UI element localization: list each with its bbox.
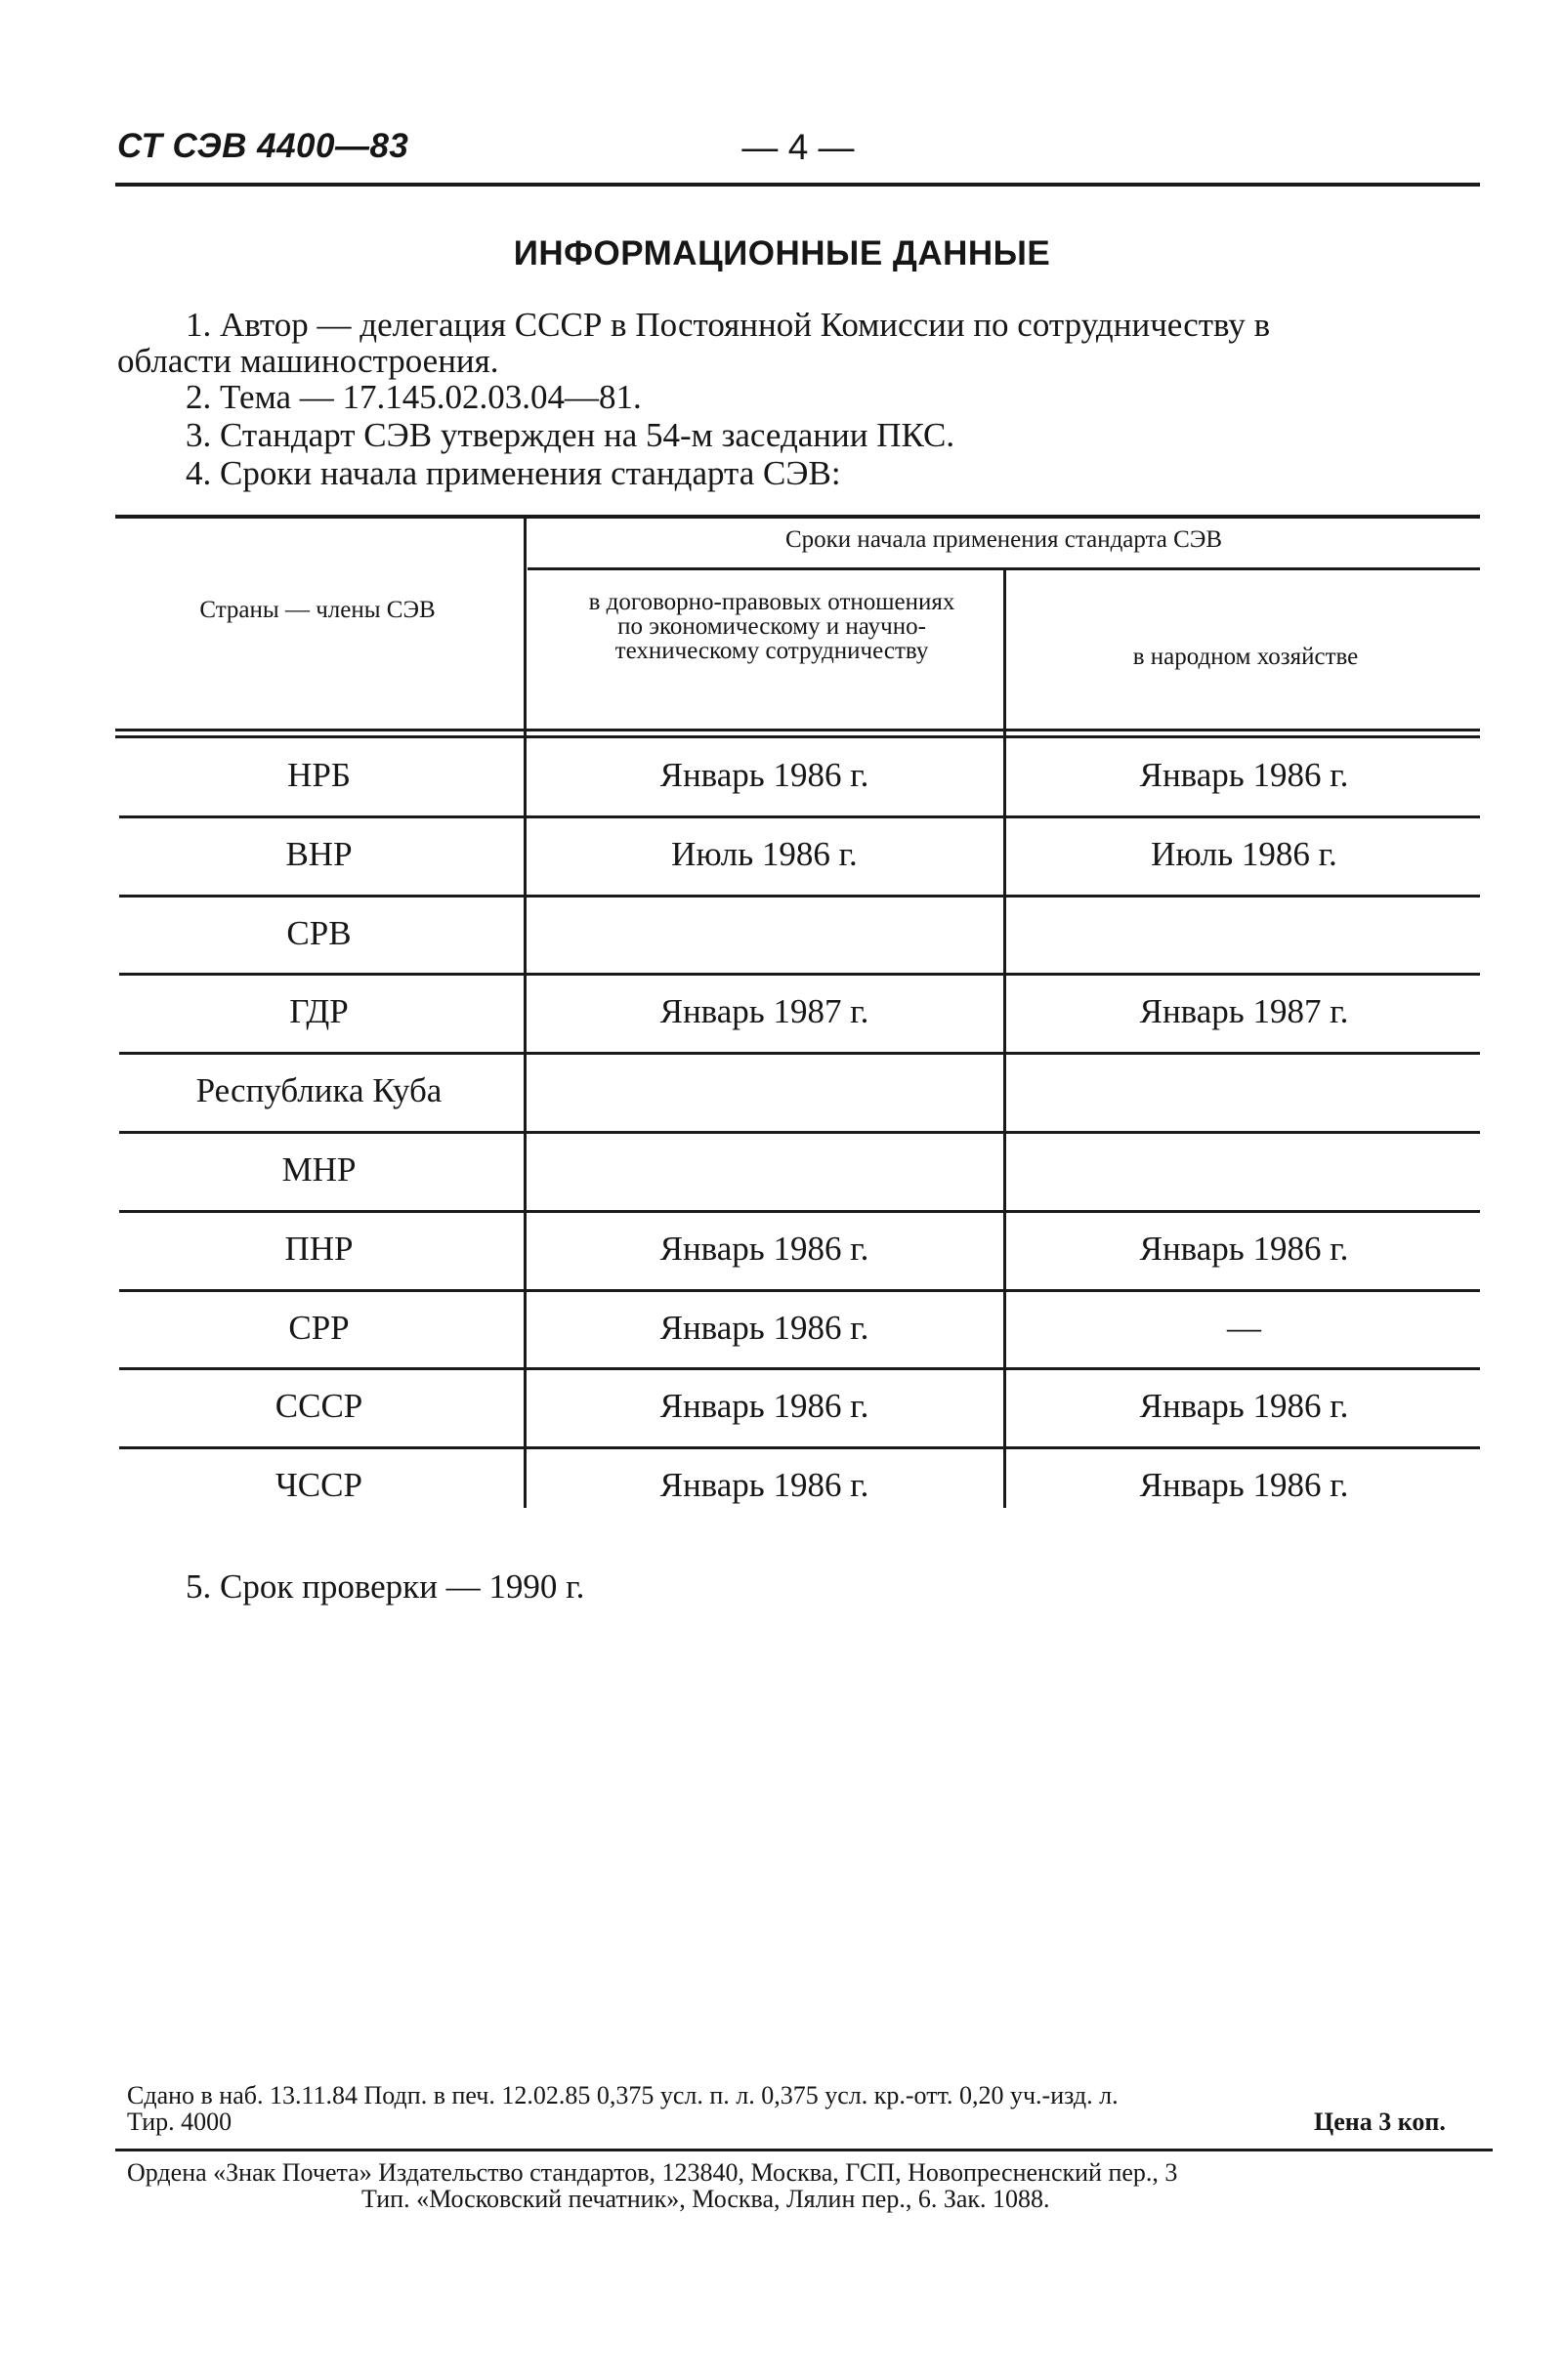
economy-date-cell: Январь 1986 г. bbox=[1139, 1387, 1349, 1426]
row-divider bbox=[119, 973, 1480, 976]
country-cell: СРВ bbox=[286, 913, 352, 952]
row-divider bbox=[119, 815, 1480, 818]
section-title: ИНФОРМАЦИОННЫЕ ДАННЫЕ bbox=[513, 234, 1051, 272]
header-rule-2 bbox=[115, 735, 1480, 738]
item-5: 5. Срок проверки — 1990 г. bbox=[186, 1567, 585, 1606]
row-divider bbox=[119, 1131, 1480, 1134]
row-divider bbox=[119, 1289, 1480, 1292]
contracts-date-cell: Январь 1987 г. bbox=[659, 992, 869, 1031]
row-divider bbox=[119, 1367, 1480, 1370]
item-4: 4. Сроки начала применения стандарта СЭВ: bbox=[186, 454, 841, 492]
print-run: Тир. 4000 bbox=[127, 2108, 232, 2136]
item-1-line-1: 1. Автор — делегация СССР в Постоянной Комиссии по сотрудничеству в bbox=[186, 306, 1271, 344]
publisher-info: Ордена «Знак Почета» Издательство стандартов, 123840, Москва, ГСП, Новопресненский пер., 3 bbox=[127, 2158, 1178, 2187]
country-cell: СССР bbox=[275, 1387, 363, 1426]
country-cell: ВНР bbox=[285, 834, 353, 873]
country-cell: НРБ bbox=[287, 756, 351, 794]
header-col-contracts: в договорно-правовых отношениях по экономическому и научно-техническому сотрудничеству bbox=[588, 589, 955, 664]
price: Цена 3 коп. bbox=[1314, 2108, 1446, 2136]
header-col-economy: в народном хозяйстве bbox=[1132, 644, 1359, 670]
item-1-line-2: области машиностроения. bbox=[117, 342, 499, 380]
footer-rule bbox=[115, 2149, 1493, 2151]
country-cell: МНР bbox=[281, 1150, 357, 1189]
economy-date-cell: — bbox=[1227, 1308, 1261, 1347]
print-info: Сдано в наб. 13.11.84 Подп. в печ. 12.02.85 0,375 усл. п. л. 0,375 усл. кр.-отт. 0,20 уч.-изд. л. bbox=[127, 2081, 1119, 2109]
item-3: 3. Стандарт СЭВ утвержден на 54-м заседании ПКС. bbox=[186, 416, 955, 454]
economy-date-cell: Июль 1986 г. bbox=[1151, 834, 1337, 873]
country-cell: СРР bbox=[288, 1308, 350, 1347]
economy-date-cell: Январь 1986 г. bbox=[1139, 1466, 1349, 1505]
header-rule-1 bbox=[115, 729, 1480, 731]
contracts-date-cell: Январь 1986 г. bbox=[659, 1229, 869, 1268]
row-divider bbox=[119, 1052, 1480, 1055]
economy-date-cell: Январь 1987 г. bbox=[1139, 992, 1349, 1031]
printer-info: Тип. «Московский печатник», Москва, Лялин пер., 6. Зак. 1088. bbox=[361, 2185, 1050, 2213]
country-cell: ГДР bbox=[289, 992, 349, 1031]
standard-code: СТ СЭВ 4400—83 bbox=[117, 127, 409, 165]
table-top-rule bbox=[115, 515, 1480, 519]
header-countries: Страны — члены СЭВ bbox=[199, 597, 436, 623]
page-number: — 4 — bbox=[741, 127, 855, 167]
table-divider-1 bbox=[524, 519, 527, 1508]
country-cell: Республика Куба bbox=[195, 1071, 443, 1110]
header-rule bbox=[115, 183, 1480, 187]
country-cell: ПНР bbox=[284, 1229, 354, 1268]
item-2: 2. Тема — 17.145.02.03.04—81. bbox=[186, 378, 642, 416]
contracts-date-cell: Январь 1986 г. bbox=[659, 1387, 869, 1426]
country-cell: ЧССР bbox=[275, 1466, 362, 1505]
row-divider bbox=[119, 1446, 1480, 1449]
economy-date-cell: Январь 1986 г. bbox=[1139, 756, 1349, 794]
contracts-date-cell: Январь 1986 г. bbox=[659, 756, 869, 794]
row-divider bbox=[119, 1210, 1480, 1213]
row-divider bbox=[119, 895, 1480, 898]
header-group: Сроки начала применения стандарта СЭВ bbox=[784, 526, 1222, 553]
contracts-date-cell: Январь 1986 г. bbox=[659, 1466, 869, 1505]
contracts-date-cell: Январь 1986 г. bbox=[659, 1308, 869, 1347]
contracts-date-cell: Июль 1986 г. bbox=[671, 834, 858, 873]
economy-date-cell: Январь 1986 г. bbox=[1139, 1229, 1349, 1268]
